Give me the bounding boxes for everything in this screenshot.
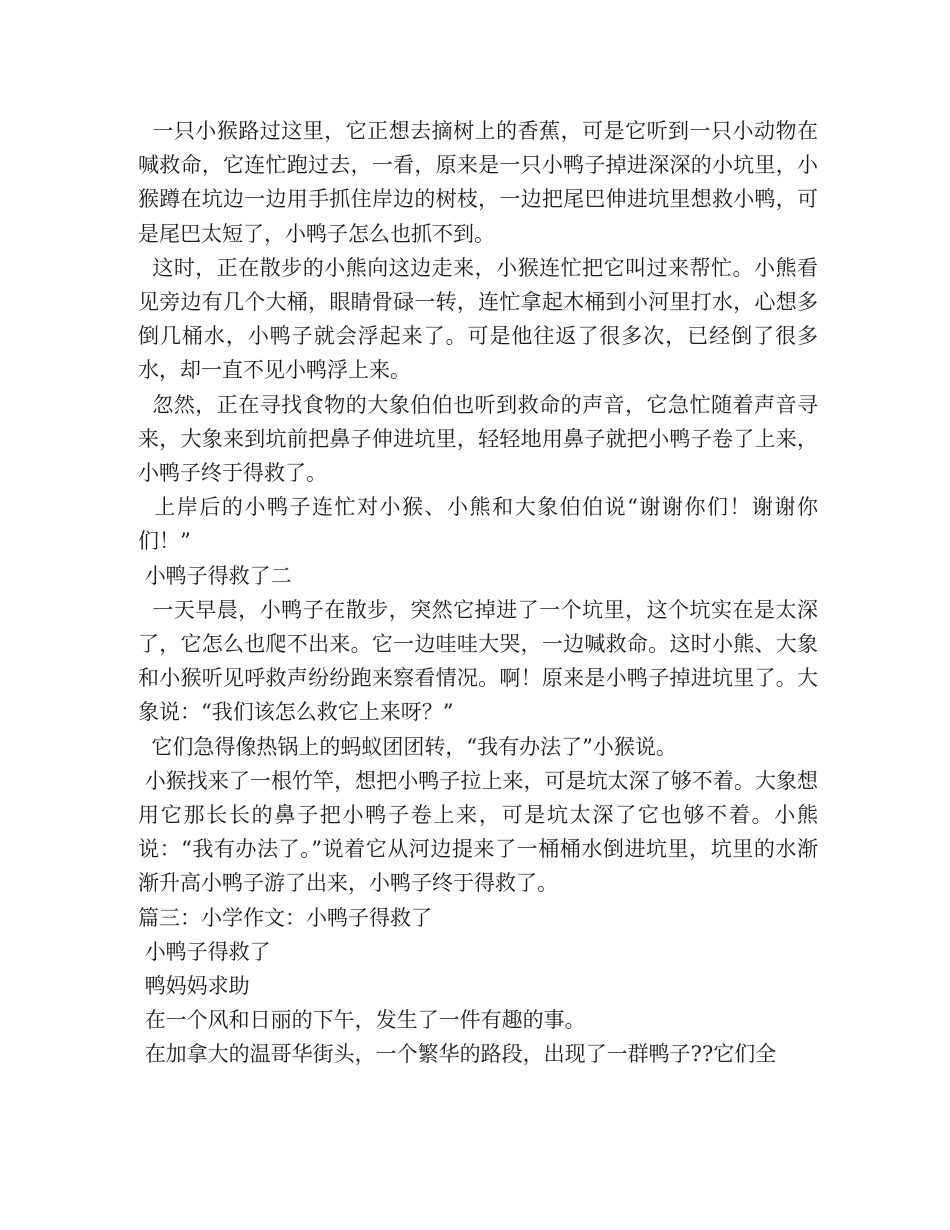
story-paragraph-2: 这时，正在散步的小熊向这边走来，小猴连忙把它叫过来帮忙。小熊看见旁边有几个大桶，眼睛骨碌一转，连忙拿起木桶到小河里打水，心想多倒几桶水，小鸭子就会浮起来了。可是他往返了很多次，已经倒了很多水，却一直不见小鸭浮上来。	[138, 255, 818, 383]
story-paragraph-5: 一天早晨，小鸭子在散步，突然它掉进了一个坑里，这个坑实在是太深了，它怎么也爬不出来。它一边哇哇大哭，一边喊救命。这时小熊、大象和小猴听见呼救声纷纷跑来察看情况。啊！原来是小鸭子掉进坑里了。大象说：“我们该怎么救它上来呀？”	[138, 597, 818, 725]
story-paragraph-8: 在一个风和日丽的下午，发生了一件有趣的事。	[138, 1008, 586, 1033]
story-paragraph-4: 上岸后的小鸭子连忙对小猴、小熊和大象伯伯说“谢谢你们！谢谢你们！”	[138, 495, 819, 554]
story-title: 小鸭子得救了	[138, 939, 271, 964]
story-paragraph-6: 它们急得像热锅上的蚂蚁团团转，“我有办法了”小猴说。	[138, 734, 677, 759]
story-paragraph-3: 忽然，正在寻找食物的大象伯伯也听到救命的声音，它急忙随着声音寻来，大象来到坑前把鼻子伸进坑里，轻轻地用鼻子就把小鸭子卷了上来，小鸭子终于得救了。	[138, 392, 818, 486]
story-paragraph-1: 一只小猴路过这里，它正想去摘树上的香蕉，可是它听到一只小动物在喊救命，它连忙跑过去，一看，原来是一只小鸭子掉进深深的小坑里，小猴蹲在坑边一边用手抓住岸边的树枝，一边把尾巴伸进坑里想救小鸭，可是尾巴太短了，小鸭子怎么也抓不到。	[138, 119, 818, 246]
chapter-heading-3: 篇三：小学作文：小鸭子得救了	[138, 905, 432, 930]
document-page	[138, 114, 818, 1072]
story-paragraph-9: 在加拿大的温哥华街头，一个繁华的路段，出现了一群鸭子??它们全	[138, 1042, 777, 1067]
story-subtitle: 鸭妈妈求助	[138, 974, 250, 999]
section-heading-2: 小鸭子得救了二	[138, 563, 292, 588]
story-paragraph-7: 小猴找来了一根竹竿，想把小鸭子拉上来，可是坑太深了够不着。大象想用它那长长的鼻子把小鸭子卷上来，可是坑太深了它也够不着。小熊说：“我有办法了。”说着它从河边提来了一桶桶水倒进坑里，坑里的水渐渐升高小鸭子游了出来，小鸭子终于得救了。	[138, 768, 818, 896]
